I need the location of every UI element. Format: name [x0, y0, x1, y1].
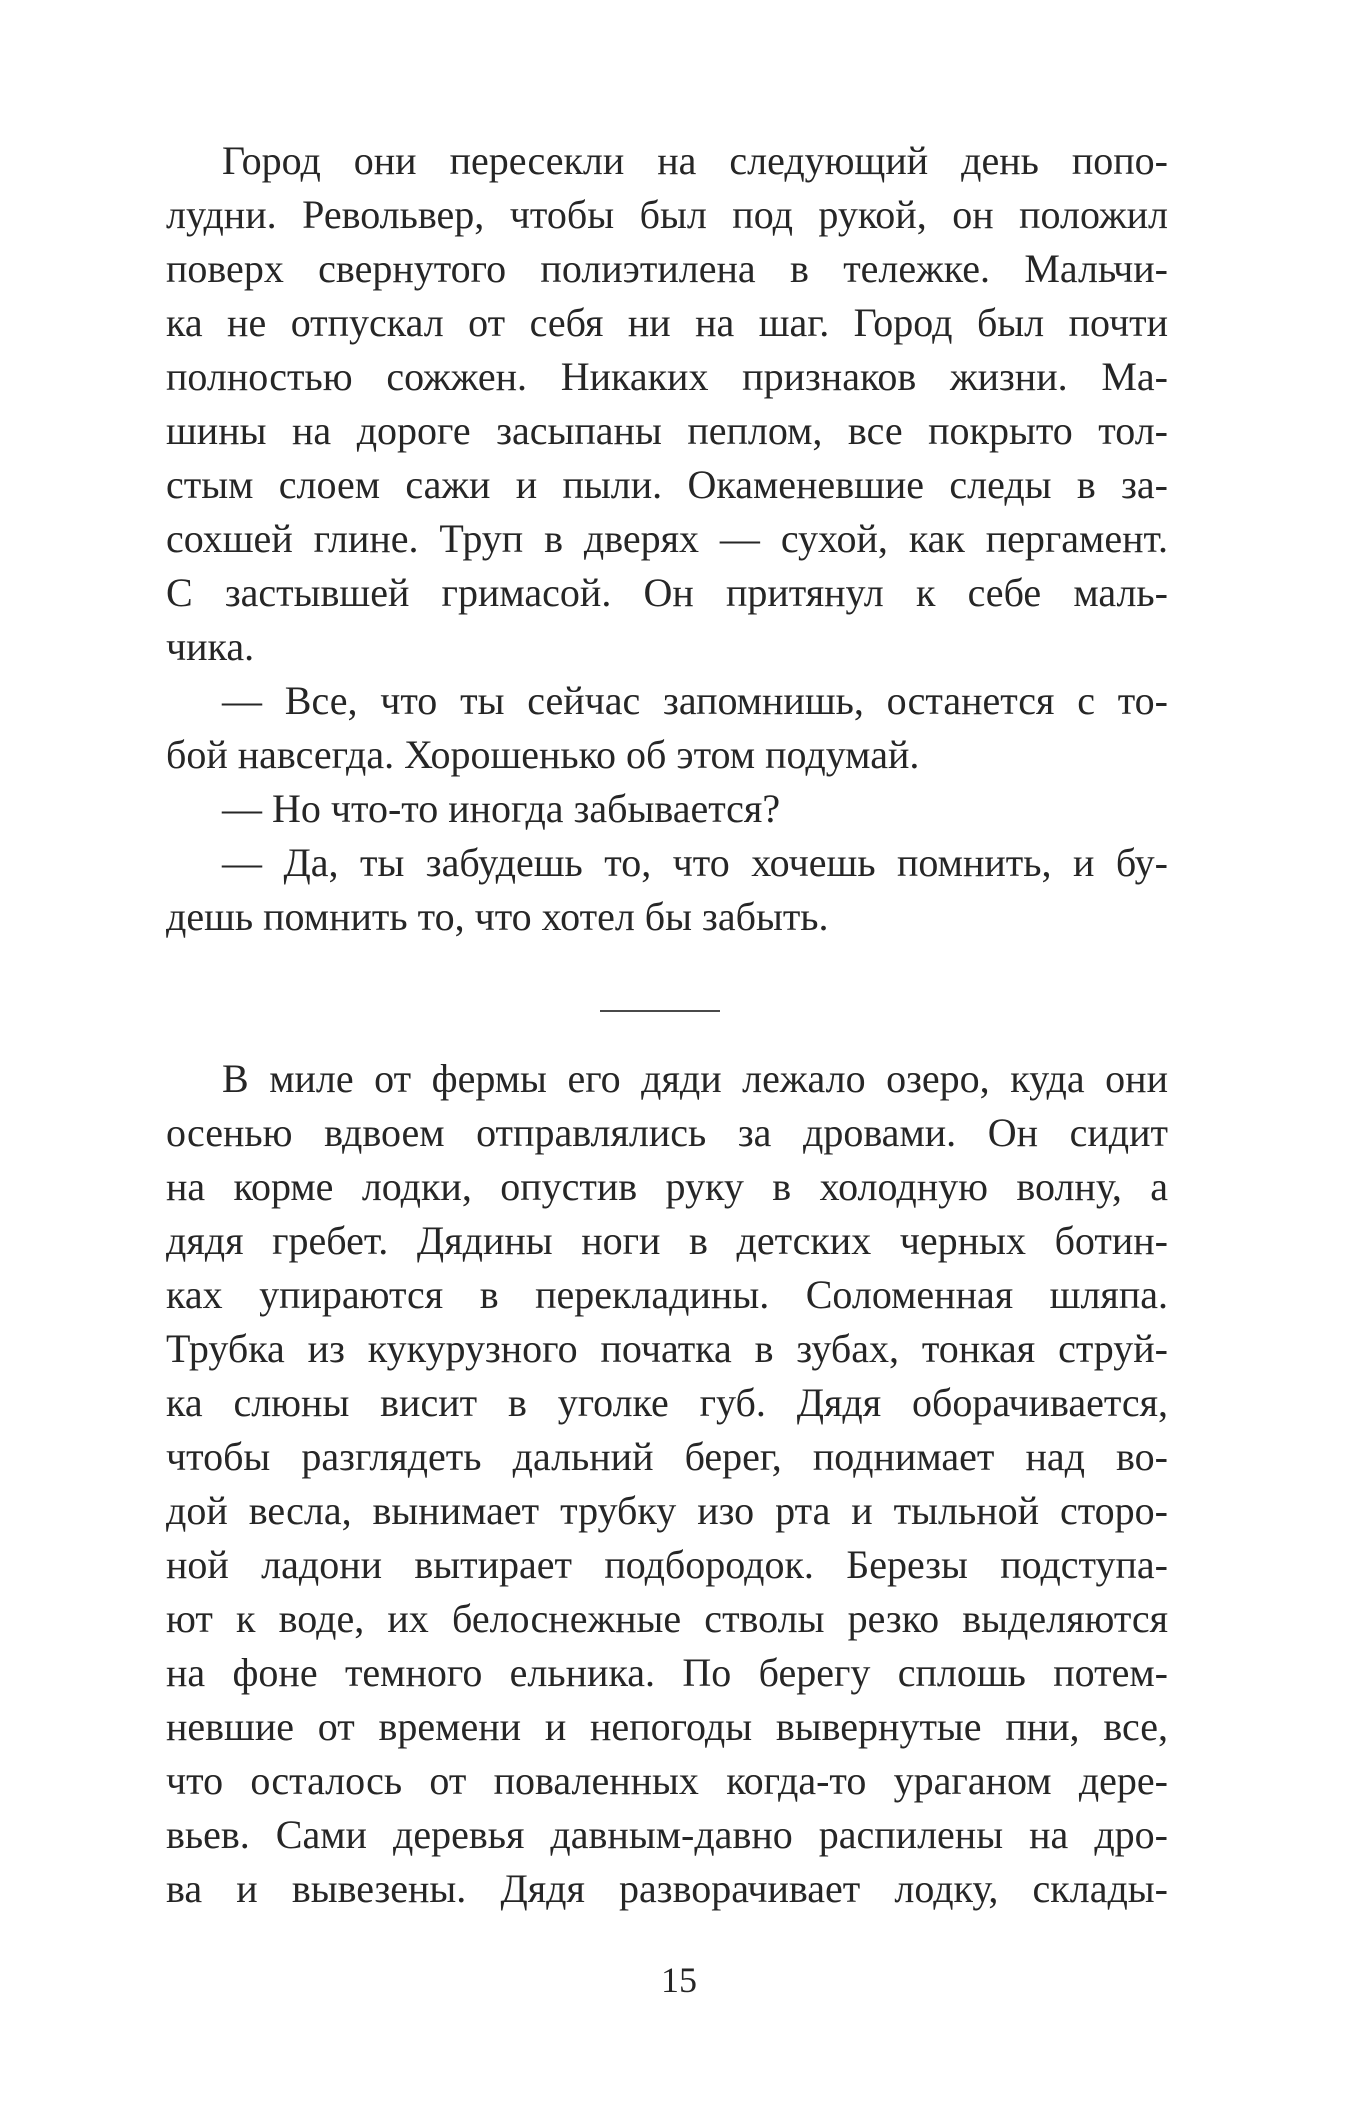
- text-line: невшие от времени и непогоды вывернутые пни, все,: [166, 1704, 1168, 1749]
- text-line: дядя гребет. Дядины ноги в детских черных ботин-: [166, 1218, 1168, 1263]
- text-section-1: [166, 134, 1168, 944]
- text-line: на корме лодки, опустив руку в холодную волну, а: [166, 1164, 1168, 1209]
- text-line: ной ладони вытирает подбородок. Березы подступа-: [166, 1542, 1168, 1587]
- text-line: что осталось от поваленных когда-то ураганом дере-: [166, 1758, 1168, 1803]
- text-line: ка не отпускал от себя ни на шаг. Город был почти: [166, 300, 1168, 345]
- text-line: В миле от фермы его дяди лежало озеро, куда они: [222, 1056, 1168, 1101]
- text-section-2: [166, 1052, 1168, 1916]
- text-line: ют к воде, их белоснежные стволы резко выделяются: [166, 1596, 1168, 1641]
- dialogue-line: бой навсегда. Хорошенько об этом подумай.: [166, 732, 920, 777]
- text-line: вьев. Сами деревья давным-давно распилены на дро-: [166, 1812, 1168, 1857]
- text-line: С застывшей гримасой. Он притянул к себе маль-: [166, 570, 1168, 615]
- text-line: ва и вывезены. Дядя разворачивает лодку, склады-: [166, 1866, 1168, 1911]
- dialogue-line: — Но что-то иногда забывается?: [222, 786, 781, 831]
- section-separator: [600, 1010, 720, 1012]
- dialogue-line: — Да, ты забудешь то, что хочешь помнить, и бу-: [222, 840, 1168, 885]
- text-line: полностью сожжен. Никаких признаков жизни. Ма-: [166, 354, 1168, 399]
- text-line: чика.: [166, 624, 255, 669]
- text-line: лудни. Револьвер, чтобы был под рукой, он положил: [166, 192, 1168, 237]
- text-line: шины на дороге засыпаны пеплом, все покрыто тол-: [166, 408, 1168, 453]
- text-line: поверх свернутого полиэтилена в тележке. Мальчи-: [166, 246, 1168, 291]
- text-line: дой весла, вынимает трубку изо рта и тыльной сторо-: [166, 1488, 1168, 1533]
- text-line: Трубка из кукурузного початка в зубах, тонкая струй-: [166, 1326, 1168, 1371]
- text-line: на фоне темного ельника. По берегу сплошь потем-: [166, 1650, 1168, 1695]
- text-line: ка слюны висит в уголке губ. Дядя оборачивается,: [166, 1380, 1168, 1425]
- page-number: 15: [661, 1960, 697, 2000]
- dialogue-line: дешь помнить то, что хотел бы забыть.: [166, 894, 829, 939]
- text-line: осенью вдвоем отправлялись за дровами. Он сидит: [166, 1110, 1168, 1155]
- text-line: ках упираются в перекладины. Соломенная шляпа.: [166, 1272, 1168, 1317]
- dialogue-line: — Все, что ты сейчас запомнишь, останется с то-: [222, 678, 1168, 723]
- text-line: Город они пересекли на следующий день попо-: [222, 138, 1168, 183]
- text-line: чтобы разглядеть дальний берег, поднимает над во-: [166, 1434, 1168, 1479]
- text-line: стым слоем сажи и пыли. Окаменевшие следы в за-: [166, 462, 1168, 507]
- text-line: сохшей глине. Труп в дверях — сухой, как пергамент.: [166, 516, 1168, 561]
